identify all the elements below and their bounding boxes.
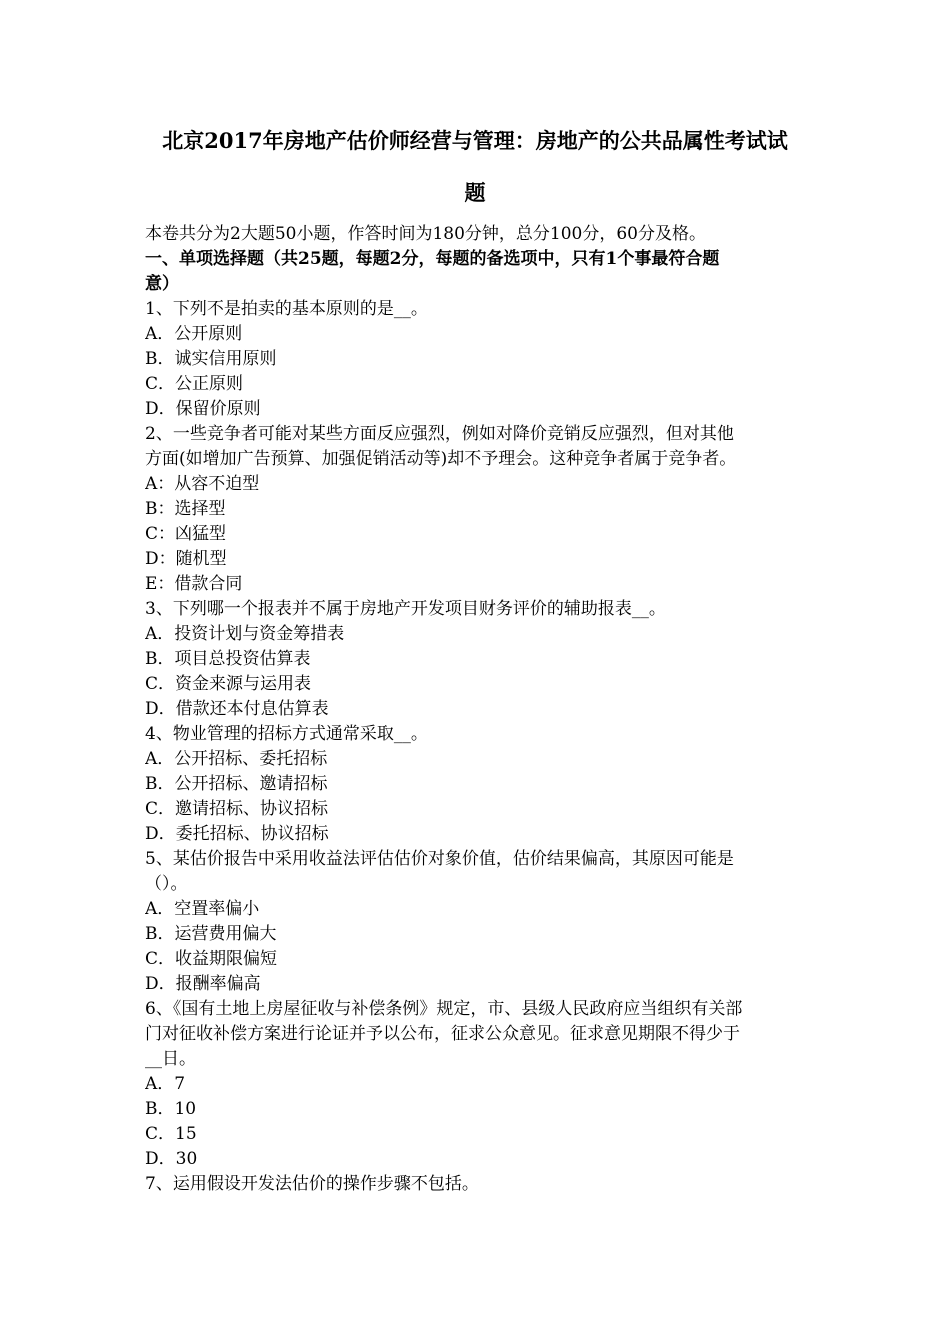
option-2c: C：凶猛型: [145, 524, 227, 544]
question-5-line-2: （）。: [145, 874, 188, 894]
section-heading-line-1: 一、单项选择题（共25题，每题2分，每题的备选项中，只有1个事最符合题: [145, 249, 720, 269]
section-heading-line-2: 意）: [145, 274, 179, 294]
document-title-line-2: 题: [464, 180, 486, 205]
question-6-line-3: __日。: [145, 1049, 196, 1069]
option-5b: B．运营费用偏大: [145, 924, 277, 944]
question-4: 4、物业管理的招标方式通常采取__。: [145, 724, 428, 744]
option-2a: A：从容不迫型: [145, 474, 260, 494]
question-3: 3、下列哪一个报表并不属于房地产开发项目财务评价的辅助报表__。: [145, 599, 666, 619]
question-6-line-1: 6、《国有土地上房屋征收与补偿条例》规定，市、县级人民政府应当组织有关部: [145, 999, 743, 1019]
question-6-line-2: 门对征收补偿方案进行论证并予以公布，征求公众意见。征求意见期限不得少于: [145, 1024, 740, 1044]
option-4a: A．公开招标、委托招标: [145, 749, 328, 769]
question-7: 7、运用假设开发法估价的操作步骤不包括。: [145, 1174, 479, 1194]
option-1d: D．保留价原则: [145, 399, 261, 419]
option-4d: D．委托招标、协议招标: [145, 824, 329, 844]
option-5c: C．收益期限偏短: [145, 949, 278, 969]
option-6c: C．15: [145, 1124, 197, 1144]
option-1a: A．公开原则: [145, 324, 243, 344]
option-3a: A．投资计划与资金筹措表: [145, 624, 345, 644]
option-4b: B．公开招标、邀请招标: [145, 774, 328, 794]
option-6a: A．7: [145, 1074, 186, 1094]
option-2d: D：随机型: [145, 549, 227, 569]
exam-intro: 本卷共分为2大题50小题，作答时间为180分钟，总分100分，60分及格。: [145, 224, 706, 244]
option-1c: C．公正原则: [145, 374, 244, 394]
document-body: [145, 222, 813, 1197]
option-5a: A．空置率偏小: [145, 899, 260, 919]
option-3c: C．资金来源与运用表: [145, 674, 312, 694]
option-5d: D．报酬率偏高: [145, 974, 261, 994]
document-title-line-1: 北京2017年房地产估价师经营与管理：房地产的公共品属性考试试: [162, 128, 788, 153]
option-3b: B．项目总投资估算表: [145, 649, 311, 669]
question-2-line-1: 2、一些竞争者可能对某些方面反应强烈，例如对降价竞销反应强烈，但对其他: [145, 424, 734, 444]
option-6d: D．30: [145, 1149, 198, 1169]
question-1: 1、下列不是拍卖的基本原则的是__。: [145, 299, 428, 319]
question-5-line-1: 5、某估价报告中采用收益法评估估价对象价值，估价结果偏高，其原因可能是: [145, 849, 734, 869]
option-4c: C．邀请招标、协议招标: [145, 799, 329, 819]
option-6b: B．10: [145, 1099, 197, 1119]
option-3d: D．借款还本付息估算表: [145, 699, 329, 719]
option-2b: B：选择型: [145, 499, 226, 519]
option-1b: B．诚实信用原则: [145, 349, 277, 369]
option-2e: E：借款合同: [145, 574, 243, 594]
question-2-line-2: 方面(如增加广告预算、加强促销活动等)却不予理会。这种竞争者属于竞争者。: [145, 449, 737, 469]
